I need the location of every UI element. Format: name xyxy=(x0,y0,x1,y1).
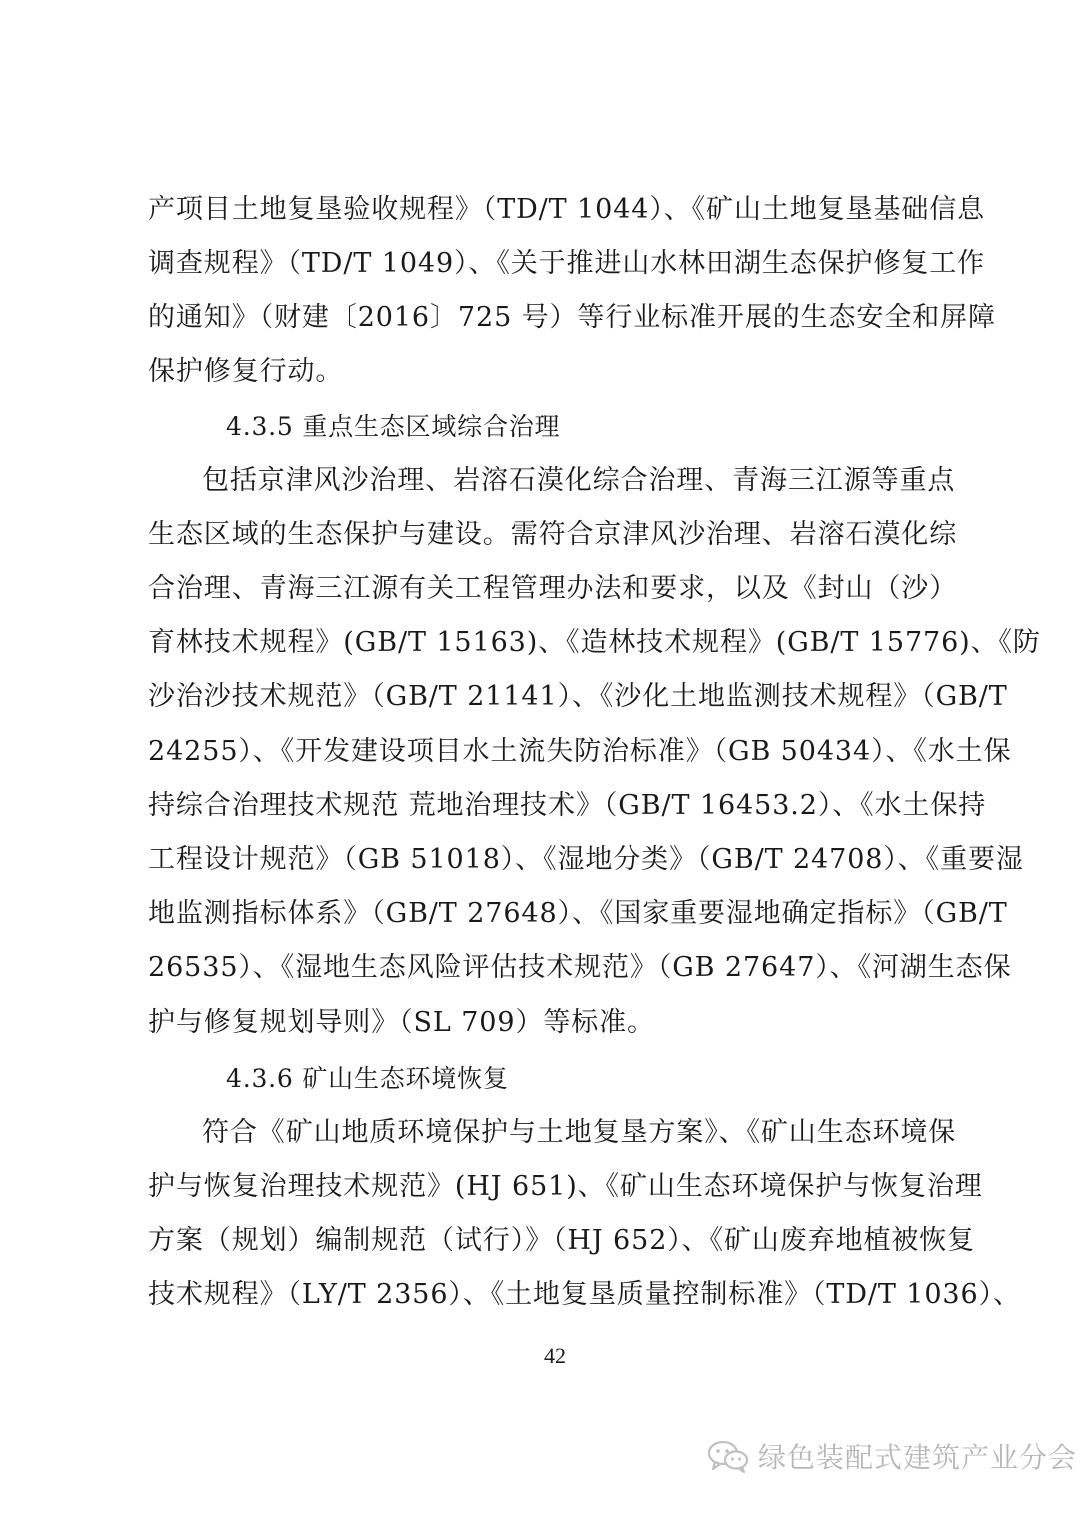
paragraph-line: 护与恢复治理技术规范》(HJ 651)、《矿山生态环境保护与恢复治理 xyxy=(148,1171,983,1202)
paragraph-line: 技术规程》（LY/T 2356）、《土地复垦质量控制标准》（TD/T 1036）、 xyxy=(148,1279,1021,1310)
paragraph-line: 符合《矿山地质环境保护与土地复垦方案》、《矿山生态环境保 xyxy=(202,1117,957,1148)
paragraph-line: 持综合治理技术规范 荒地治理技术》（GB/T 16453.2）、《水土保持 xyxy=(148,790,987,821)
paragraph-line: 护与修复规划导则》（SL 709）等标准。 xyxy=(148,1007,655,1038)
paragraph-line: 合治理、青海三江源有关工程管理办法和要求，以及《封山（沙） xyxy=(148,573,958,604)
paragraph-line: 保护修复行动。 xyxy=(148,356,344,387)
paragraph-line: 24255）、《开发建设项目水土流失防治标准》（GB 50434）、《水土保 xyxy=(148,736,1012,767)
watermark xyxy=(706,1436,1077,1476)
page-number: 42 xyxy=(544,1343,566,1368)
paragraph-line: 调查规程》（TD/T 1049）、《关于推进山水林田湖生态保护修复工作 xyxy=(148,248,986,279)
paragraph-line: 工程设计规范》（GB 51018）、《湿地分类》（GB/T 24708）、《重要湿 xyxy=(148,844,1024,875)
paragraph-line: 生态区域的生态保护与建设。需符合京津风沙治理、岩溶石漠化综 xyxy=(148,519,958,550)
paragraph-line: 沙治沙技术规范》（GB/T 21141）、《沙化土地监测技术规程》（GB/T xyxy=(148,681,1008,712)
section-heading-4-3-5: 4.3.5 重点生态区域综合治理 xyxy=(226,412,561,441)
section-heading-4-3-6: 4.3.6 矿山生态环境恢复 xyxy=(226,1064,509,1093)
wechat-icon xyxy=(706,1438,750,1474)
paragraph-line: 方案（规划）编制规范（试行）》（HJ 652）、《矿山废弃地植被恢复 xyxy=(148,1225,976,1256)
paragraph-line: 的通知》（财建〔2016〕725 号）等行业标准开展的生态安全和屏障 xyxy=(148,302,996,333)
paragraph-line: 育林技术规程》(GB/T 15163)、《造林技术规程》(GB/T 15776)、《防 xyxy=(148,627,1041,658)
paragraph-line: 包括京津风沙治理、岩溶石漠化综合治理、青海三江源等重点 xyxy=(202,465,956,496)
paragraph-line: 26535）、《湿地生态风险评估技术规范》（GB 27647）、《河湖生态保 xyxy=(148,952,1012,983)
paragraph-line: 产项目土地复垦验收规程》（TD/T 1044）、《矿山土地复垦基础信息 xyxy=(148,194,986,225)
watermark-text: 绿色装配式建筑产业分会 xyxy=(758,1441,1078,1474)
paragraph-line: 地监测指标体系》（GB/T 27648）、《国家重要湿地确定指标》（GB/T xyxy=(148,898,1008,929)
